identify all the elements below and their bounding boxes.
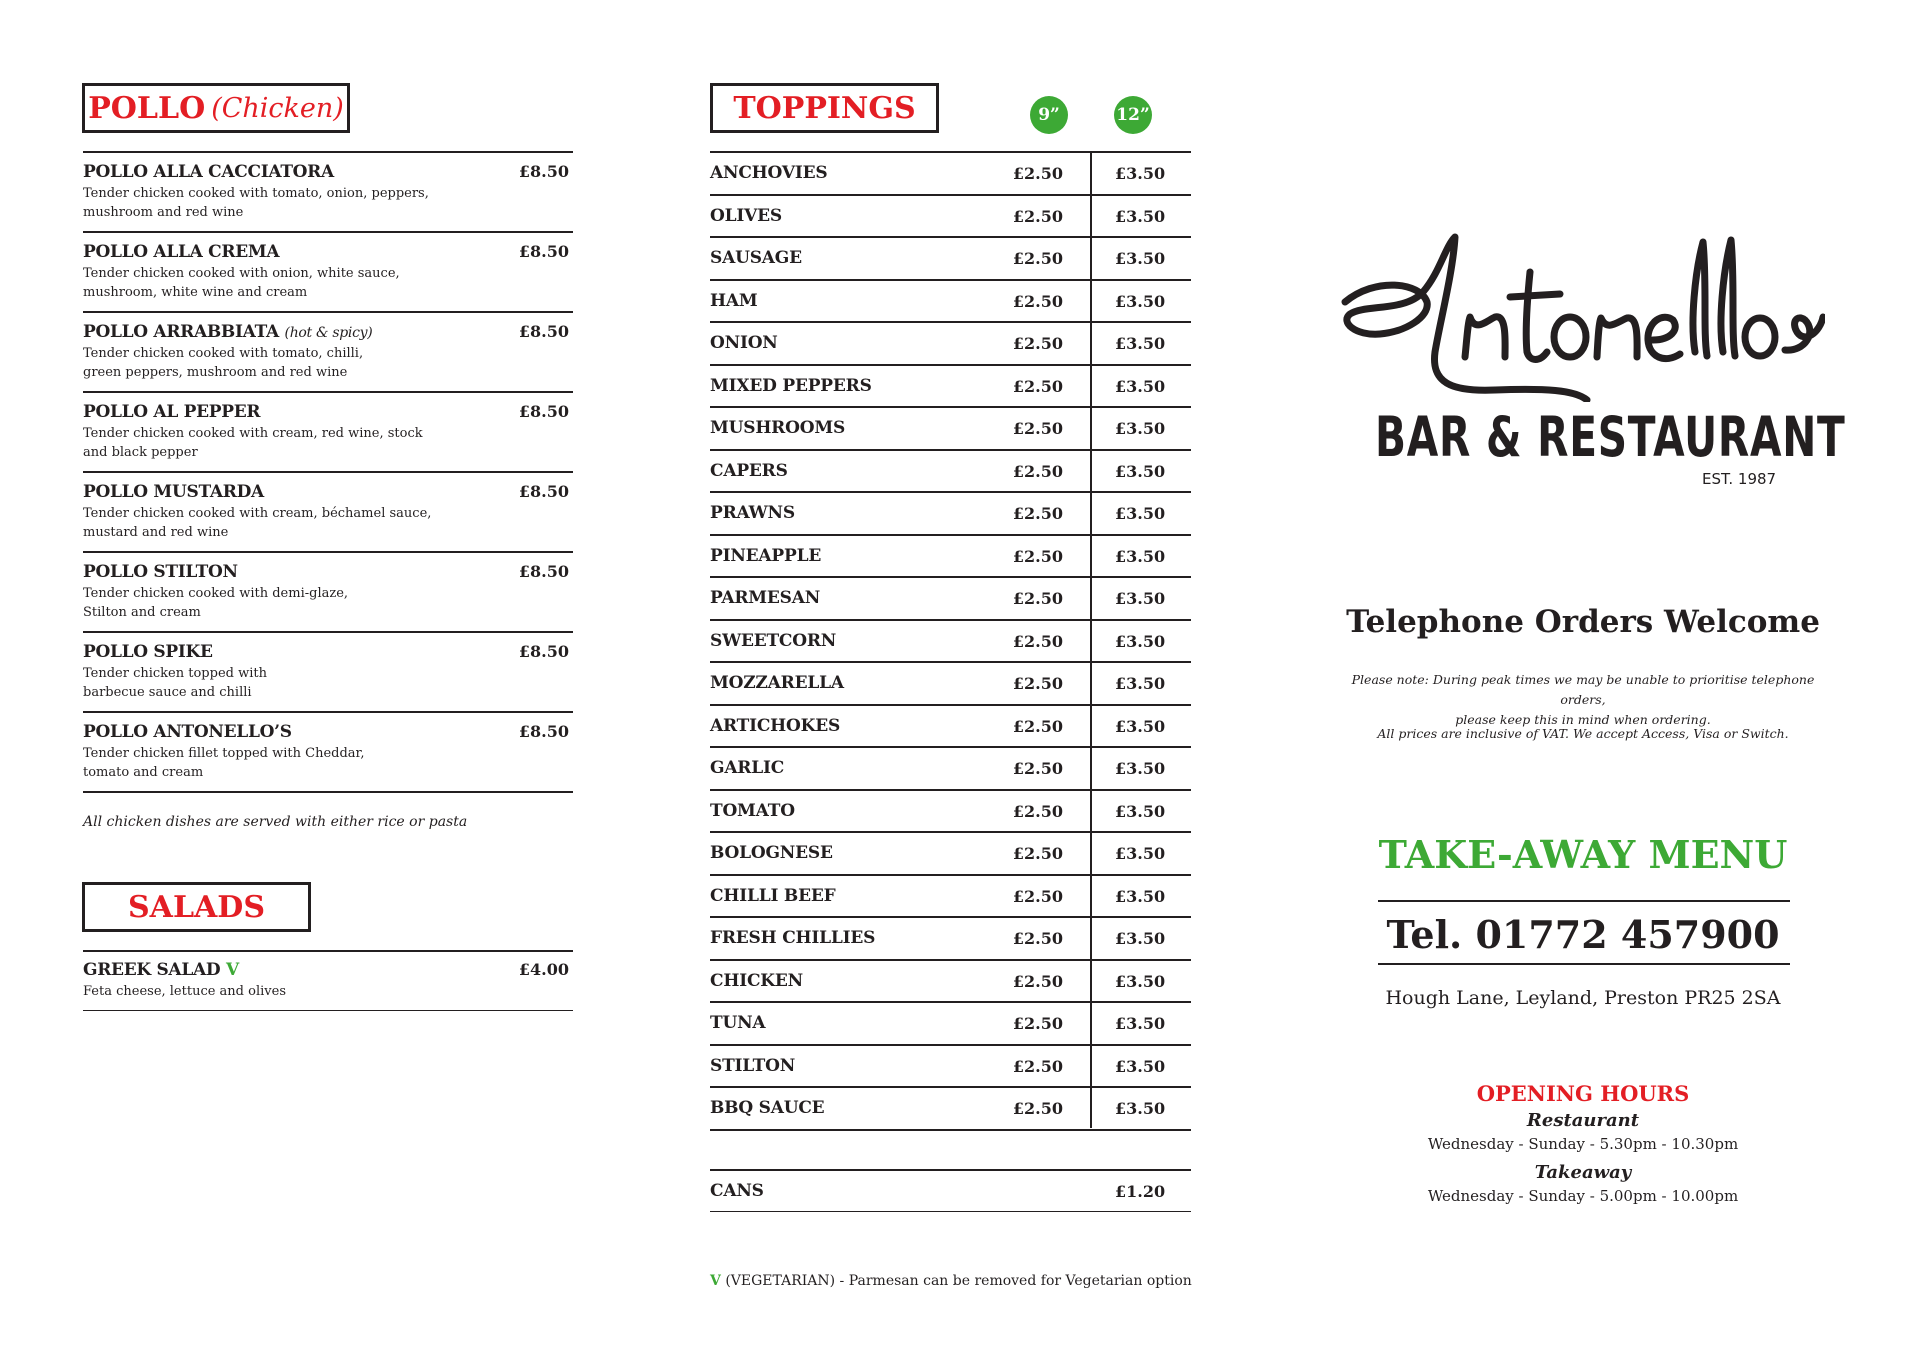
size-9-inch-badge: 9” xyxy=(1030,96,1068,134)
topping-name: BOLOGNESE xyxy=(710,843,833,863)
price-9-inch: £2.50 xyxy=(1012,249,1063,268)
toppings-title: TOPPINGS xyxy=(733,90,916,126)
item-note: (hot & spicy) xyxy=(284,325,373,341)
price-12-inch: £3.50 xyxy=(1115,1099,1166,1118)
topping-name: SAUSAGE xyxy=(710,248,802,268)
price-12-inch: £3.50 xyxy=(1115,249,1166,268)
table-row xyxy=(710,831,1191,874)
price-9-inch: £2.50 xyxy=(1012,589,1063,608)
table-row xyxy=(710,236,1191,279)
restaurant-hours: Wednesday - Sunday - 5.30pm - 10.30pm xyxy=(1427,1135,1739,1153)
price-12-inch: £3.50 xyxy=(1115,291,1166,311)
topping-name: PARMESAN xyxy=(710,588,821,608)
price-12-inch: £3.50 xyxy=(1115,1014,1166,1033)
toppings-table xyxy=(710,151,1191,1131)
price-12-inch: £3.50 xyxy=(1115,546,1166,566)
vat-payment-note: All prices are inclusive of VAT. We accept Access, Visa or Switch. xyxy=(1377,726,1789,741)
table-row xyxy=(710,619,1191,662)
item-name: POLLO MUSTARDA xyxy=(83,482,264,502)
table-row xyxy=(710,916,1191,959)
item-name: POLLO ALLA CREMA xyxy=(83,242,280,262)
item-name: POLLO ANTONELLO’S xyxy=(83,722,292,742)
table-row xyxy=(710,661,1191,704)
size-12-inch-badge: 12” xyxy=(1114,96,1152,134)
item-price: £4.00 xyxy=(518,960,569,979)
item-name: POLLO SPIKE xyxy=(83,642,213,662)
item-price: £8.50 xyxy=(518,322,569,341)
table-row xyxy=(710,1086,1191,1131)
item-description: Feta cheese, lettuce and olives xyxy=(83,984,286,999)
takeaway-menu-title: TAKE-AWAY MENU xyxy=(1378,832,1788,877)
price-9-inch: £2.50 xyxy=(1012,376,1063,396)
telephone-number[interactable]: Tel. 01772 457900 xyxy=(1386,912,1780,957)
menu-item xyxy=(83,950,573,1011)
topping-name: FRESH CHILLIES xyxy=(710,928,876,948)
drink-price: £1.20 xyxy=(1115,1182,1166,1201)
item-price: £8.50 xyxy=(518,162,569,181)
item-price: £8.50 xyxy=(518,642,569,661)
price-9-inch: £2.50 xyxy=(1012,844,1063,863)
price-9-inch: £2.50 xyxy=(1012,801,1063,821)
item-price: £8.50 xyxy=(518,402,569,421)
table-row xyxy=(710,534,1191,577)
toppings-section-header xyxy=(710,83,939,133)
topping-name: CAPERS xyxy=(710,460,788,481)
price-12-inch: £3.50 xyxy=(1115,376,1166,396)
price-12-inch: £3.50 xyxy=(1115,334,1166,353)
topping-name: PINEAPPLE xyxy=(710,545,822,566)
table-row xyxy=(710,746,1191,789)
item-name: POLLO ALLA CACCIATORA xyxy=(83,162,334,182)
price-12-inch: £3.50 xyxy=(1115,504,1166,523)
item-name: POLLO AL PEPPER xyxy=(83,402,261,422)
pollo-title: POLLO xyxy=(88,90,206,126)
brand-established: EST. 1987 xyxy=(1702,470,1777,488)
telephone-orders-heading: Telephone Orders Welcome xyxy=(1346,604,1820,640)
price-12-inch: £3.50 xyxy=(1115,929,1166,948)
price-12-inch: £3.50 xyxy=(1115,461,1166,481)
topping-name: BBQ SAUCE xyxy=(710,1098,825,1118)
price-9-inch: £2.50 xyxy=(1012,334,1063,353)
table-row xyxy=(710,406,1191,449)
price-9-inch: £2.50 xyxy=(1012,674,1063,693)
topping-name: TOMATO xyxy=(710,800,795,821)
pollo-menu-list xyxy=(83,151,573,793)
table-row xyxy=(710,704,1191,747)
price-9-inch: £2.50 xyxy=(1012,759,1063,778)
price-9-inch: £2.50 xyxy=(1012,546,1063,566)
topping-name: TUNA xyxy=(710,1013,766,1033)
item-description: Tender chicken fillet topped with Cheddar, tomato and cream xyxy=(83,746,365,780)
price-9-inch: £2.50 xyxy=(1012,886,1063,906)
topping-name: HAM xyxy=(710,290,758,311)
topping-name: ONION xyxy=(710,333,778,353)
vegetarian-icon: V xyxy=(225,960,239,980)
price-9-inch: £2.50 xyxy=(1012,419,1063,438)
table-row xyxy=(710,789,1191,832)
price-9-inch: £2.50 xyxy=(1012,291,1063,311)
menu-item xyxy=(83,311,573,391)
price-12-inch: £3.50 xyxy=(1115,716,1166,736)
table-row xyxy=(710,151,1191,194)
divider xyxy=(1378,963,1790,965)
menu-item xyxy=(83,471,573,551)
item-description: Tender chicken cooked with cream, béchamel sauce, mustard and red wine xyxy=(83,506,432,540)
topping-name: CHICKEN xyxy=(710,970,803,991)
price-9-inch: £2.50 xyxy=(1012,1014,1063,1033)
price-9-inch: £2.50 xyxy=(1012,164,1063,183)
table-row xyxy=(710,576,1191,619)
menu-item xyxy=(83,551,573,631)
item-description: Tender chicken cooked with tomato, chilli, green peppers, mushroom and red wine xyxy=(83,346,364,380)
price-12-inch: £3.50 xyxy=(1115,886,1166,906)
item-name: GREEK SALAD xyxy=(83,960,221,980)
table-row xyxy=(710,1001,1191,1044)
takeaway-hours-label: Takeaway xyxy=(1534,1162,1632,1183)
table-row xyxy=(710,491,1191,534)
vegetarian-footnote xyxy=(710,1273,1192,1289)
column-divider xyxy=(1090,151,1092,1128)
price-9-inch: £2.50 xyxy=(1012,716,1063,736)
menu-item xyxy=(83,231,573,311)
price-12-inch: £3.50 xyxy=(1115,206,1166,226)
menu-item xyxy=(83,631,573,711)
menu-item xyxy=(83,711,573,793)
topping-name: MUSHROOMS xyxy=(710,418,846,438)
item-price: £8.50 xyxy=(518,482,569,501)
price-12-inch: £3.50 xyxy=(1115,164,1166,183)
item-price: £8.50 xyxy=(518,242,569,261)
price-9-inch: £2.50 xyxy=(1012,1099,1063,1118)
item-description: Tender chicken topped with barbecue sauce and chilli xyxy=(83,666,267,700)
price-12-inch: £3.50 xyxy=(1115,674,1166,693)
topping-name: ARTICHOKES xyxy=(710,715,841,736)
divider xyxy=(1378,900,1790,902)
pollo-subtitle: (Chicken) xyxy=(211,92,344,124)
table-row xyxy=(710,194,1191,237)
table-row xyxy=(710,959,1191,1002)
menu-item xyxy=(83,151,573,231)
price-12-inch: £3.50 xyxy=(1115,1056,1166,1076)
vegetarian-icon: V xyxy=(710,1273,721,1289)
menu-item xyxy=(83,391,573,471)
topping-name: STILTON xyxy=(710,1055,796,1076)
item-name: POLLO ARRABBIATA xyxy=(83,322,279,342)
price-9-inch: £2.50 xyxy=(1012,206,1063,226)
pollo-footnote: All chicken dishes are served with either rice or pasta xyxy=(83,814,468,830)
price-12-inch: £3.50 xyxy=(1115,589,1166,608)
price-9-inch: £2.50 xyxy=(1012,461,1063,481)
drink-name: CANS xyxy=(710,1181,764,1201)
table-row xyxy=(710,279,1191,322)
item-description: Tender chicken cooked with demi-glaze, Stilton and cream xyxy=(83,586,349,620)
pollo-section-header xyxy=(82,83,350,133)
vegetarian-footnote-text: (VEGETARIAN) - Parmesan can be removed for Vegetarian option xyxy=(720,1273,1192,1289)
item-description: Tender chicken cooked with onion, white sauce, mushroom, white wine and cream xyxy=(83,266,400,300)
price-9-inch: £2.50 xyxy=(1012,504,1063,523)
topping-name: ANCHOVIES xyxy=(710,163,828,183)
takeaway-hours: Wednesday - Sunday - 5.00pm - 10.00pm xyxy=(1427,1187,1739,1205)
topping-name: CHILLI BEEF xyxy=(710,885,836,906)
item-name: POLLO STILTON xyxy=(83,562,238,582)
item-description: Tender chicken cooked with tomato, onion, peppers, mushroom and red wine xyxy=(83,186,429,220)
table-row xyxy=(710,364,1191,407)
table-row xyxy=(710,1044,1191,1087)
topping-name: OLIVES xyxy=(710,205,782,226)
address: Hough Lane, Leyland, Preston PR25 2SA xyxy=(1385,987,1781,1009)
restaurant-hours-label: Restaurant xyxy=(1526,1110,1640,1131)
price-9-inch: £2.50 xyxy=(1012,1056,1063,1076)
peak-times-note: Please note: During peak times we may be unable to prioritise telephone orders, please keep this in mind when ordering. xyxy=(1351,672,1815,727)
opening-hours-title: OPENING HOURS xyxy=(1476,1081,1690,1106)
item-price: £8.50 xyxy=(518,722,569,741)
price-12-inch: £3.50 xyxy=(1115,801,1166,821)
item-description: Tender chicken cooked with cream, red wine, stock and black pepper xyxy=(83,426,423,460)
price-9-inch: £2.50 xyxy=(1012,971,1063,991)
price-12-inch: £3.50 xyxy=(1115,844,1166,863)
table-row xyxy=(710,874,1191,917)
drinks-row xyxy=(710,1169,1191,1212)
antonellos-script-logo xyxy=(1335,222,1825,402)
topping-name: SWEETCORN xyxy=(710,630,837,651)
price-12-inch: £3.50 xyxy=(1115,631,1166,651)
price-12-inch: £3.50 xyxy=(1115,419,1166,438)
salads-title: SALADS xyxy=(128,889,265,925)
price-12-inch: £3.50 xyxy=(1115,971,1166,991)
table-row xyxy=(710,449,1191,492)
price-9-inch: £2.50 xyxy=(1012,631,1063,651)
item-price: £8.50 xyxy=(518,562,569,581)
topping-name: MOZZARELLA xyxy=(710,673,844,693)
topping-name: MIXED PEPPERS xyxy=(710,375,872,396)
brand-subtitle: BAR & RESTAURANT xyxy=(1375,405,1846,469)
salads-section-header xyxy=(82,882,311,932)
topping-name: PRAWNS xyxy=(710,503,795,523)
price-9-inch: £2.50 xyxy=(1012,929,1063,948)
table-row xyxy=(710,321,1191,364)
topping-name: GARLIC xyxy=(710,758,785,778)
price-12-inch: £3.50 xyxy=(1115,759,1166,778)
